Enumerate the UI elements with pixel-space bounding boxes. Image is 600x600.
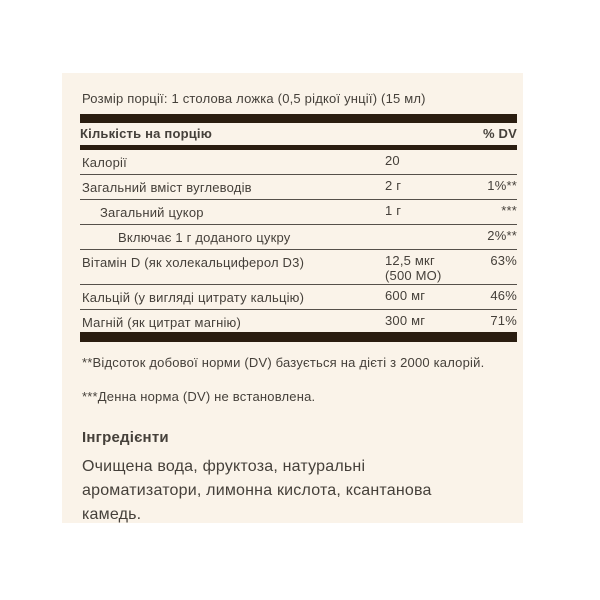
footnote-daily-value: **Відсоток добової норми (DV) базується на дієті з 2000 калорій. xyxy=(82,355,485,370)
nutrient-amount: 300 мг xyxy=(385,313,426,328)
ingredients-text: Очищена вода, фруктоза, натуральні ароматизатори, лимонна кислота, ксантанова камедь. xyxy=(82,458,432,523)
nutrient-dv: 46% xyxy=(490,288,517,303)
nutrient-amount: 600 мг xyxy=(385,288,426,303)
nutrient-label: Магній (як цитрат магнію) xyxy=(82,315,242,330)
amount-per-serving-label: Кількість на порцію xyxy=(80,126,213,141)
table-row-vitamin-d xyxy=(80,250,517,285)
nutrient-dv: 71% xyxy=(490,313,517,328)
nutrient-amount-line2: (500 МО) xyxy=(385,268,442,283)
table-bottom-bar xyxy=(80,332,517,342)
table-row-magnesium xyxy=(80,310,517,332)
table-row-calcium xyxy=(80,285,517,310)
table-row-total-carbohydrate xyxy=(80,175,517,200)
nutrient-dv xyxy=(457,150,517,174)
table-row-added-sugars xyxy=(80,225,517,250)
nutrient-label: Вітамін D (як холекальциферол D3) xyxy=(82,255,305,270)
table-row-total-sugars xyxy=(80,200,517,225)
table-top-bar xyxy=(80,114,517,123)
nutrient-label: Включає 1 г доданого цукру xyxy=(118,230,291,245)
nutrient-dv: 2%** xyxy=(487,228,517,243)
nutrient-label: Загальний цукор xyxy=(100,205,204,220)
table-header-row xyxy=(80,123,517,145)
supplement-facts-panel xyxy=(62,73,523,523)
nutrient-amount xyxy=(385,225,457,249)
serving-size-text: Розмір порції: 1 столова ложка (0,5 рідкої унції) (15 мл) xyxy=(82,91,426,106)
nutrient-label: Калорії xyxy=(82,155,127,170)
table-row-calories xyxy=(80,150,517,175)
nutrient-dv: *** xyxy=(501,203,517,218)
percent-dv-label: % DV xyxy=(482,126,517,141)
ingredients-heading: Інгредієнти xyxy=(82,429,169,446)
nutrient-amount: 1 г xyxy=(385,203,402,218)
nutrient-dv: 63% xyxy=(490,253,517,268)
nutrient-label: Загальний вміст вуглеводів xyxy=(82,180,252,195)
nutrient-amount: 2 г xyxy=(385,178,402,193)
nutrient-amount-line1: 12,5 мкг xyxy=(385,253,435,268)
nutrient-dv: 1%** xyxy=(487,178,517,193)
nutrient-amount: 20 xyxy=(385,153,400,168)
nutrient-amount xyxy=(385,250,457,284)
nutrient-label: Кальцій (у вигляді цитрату кальцію) xyxy=(82,290,305,305)
footnote-dv-not-established: ***Денна норма (DV) не встановлена. xyxy=(82,389,316,404)
